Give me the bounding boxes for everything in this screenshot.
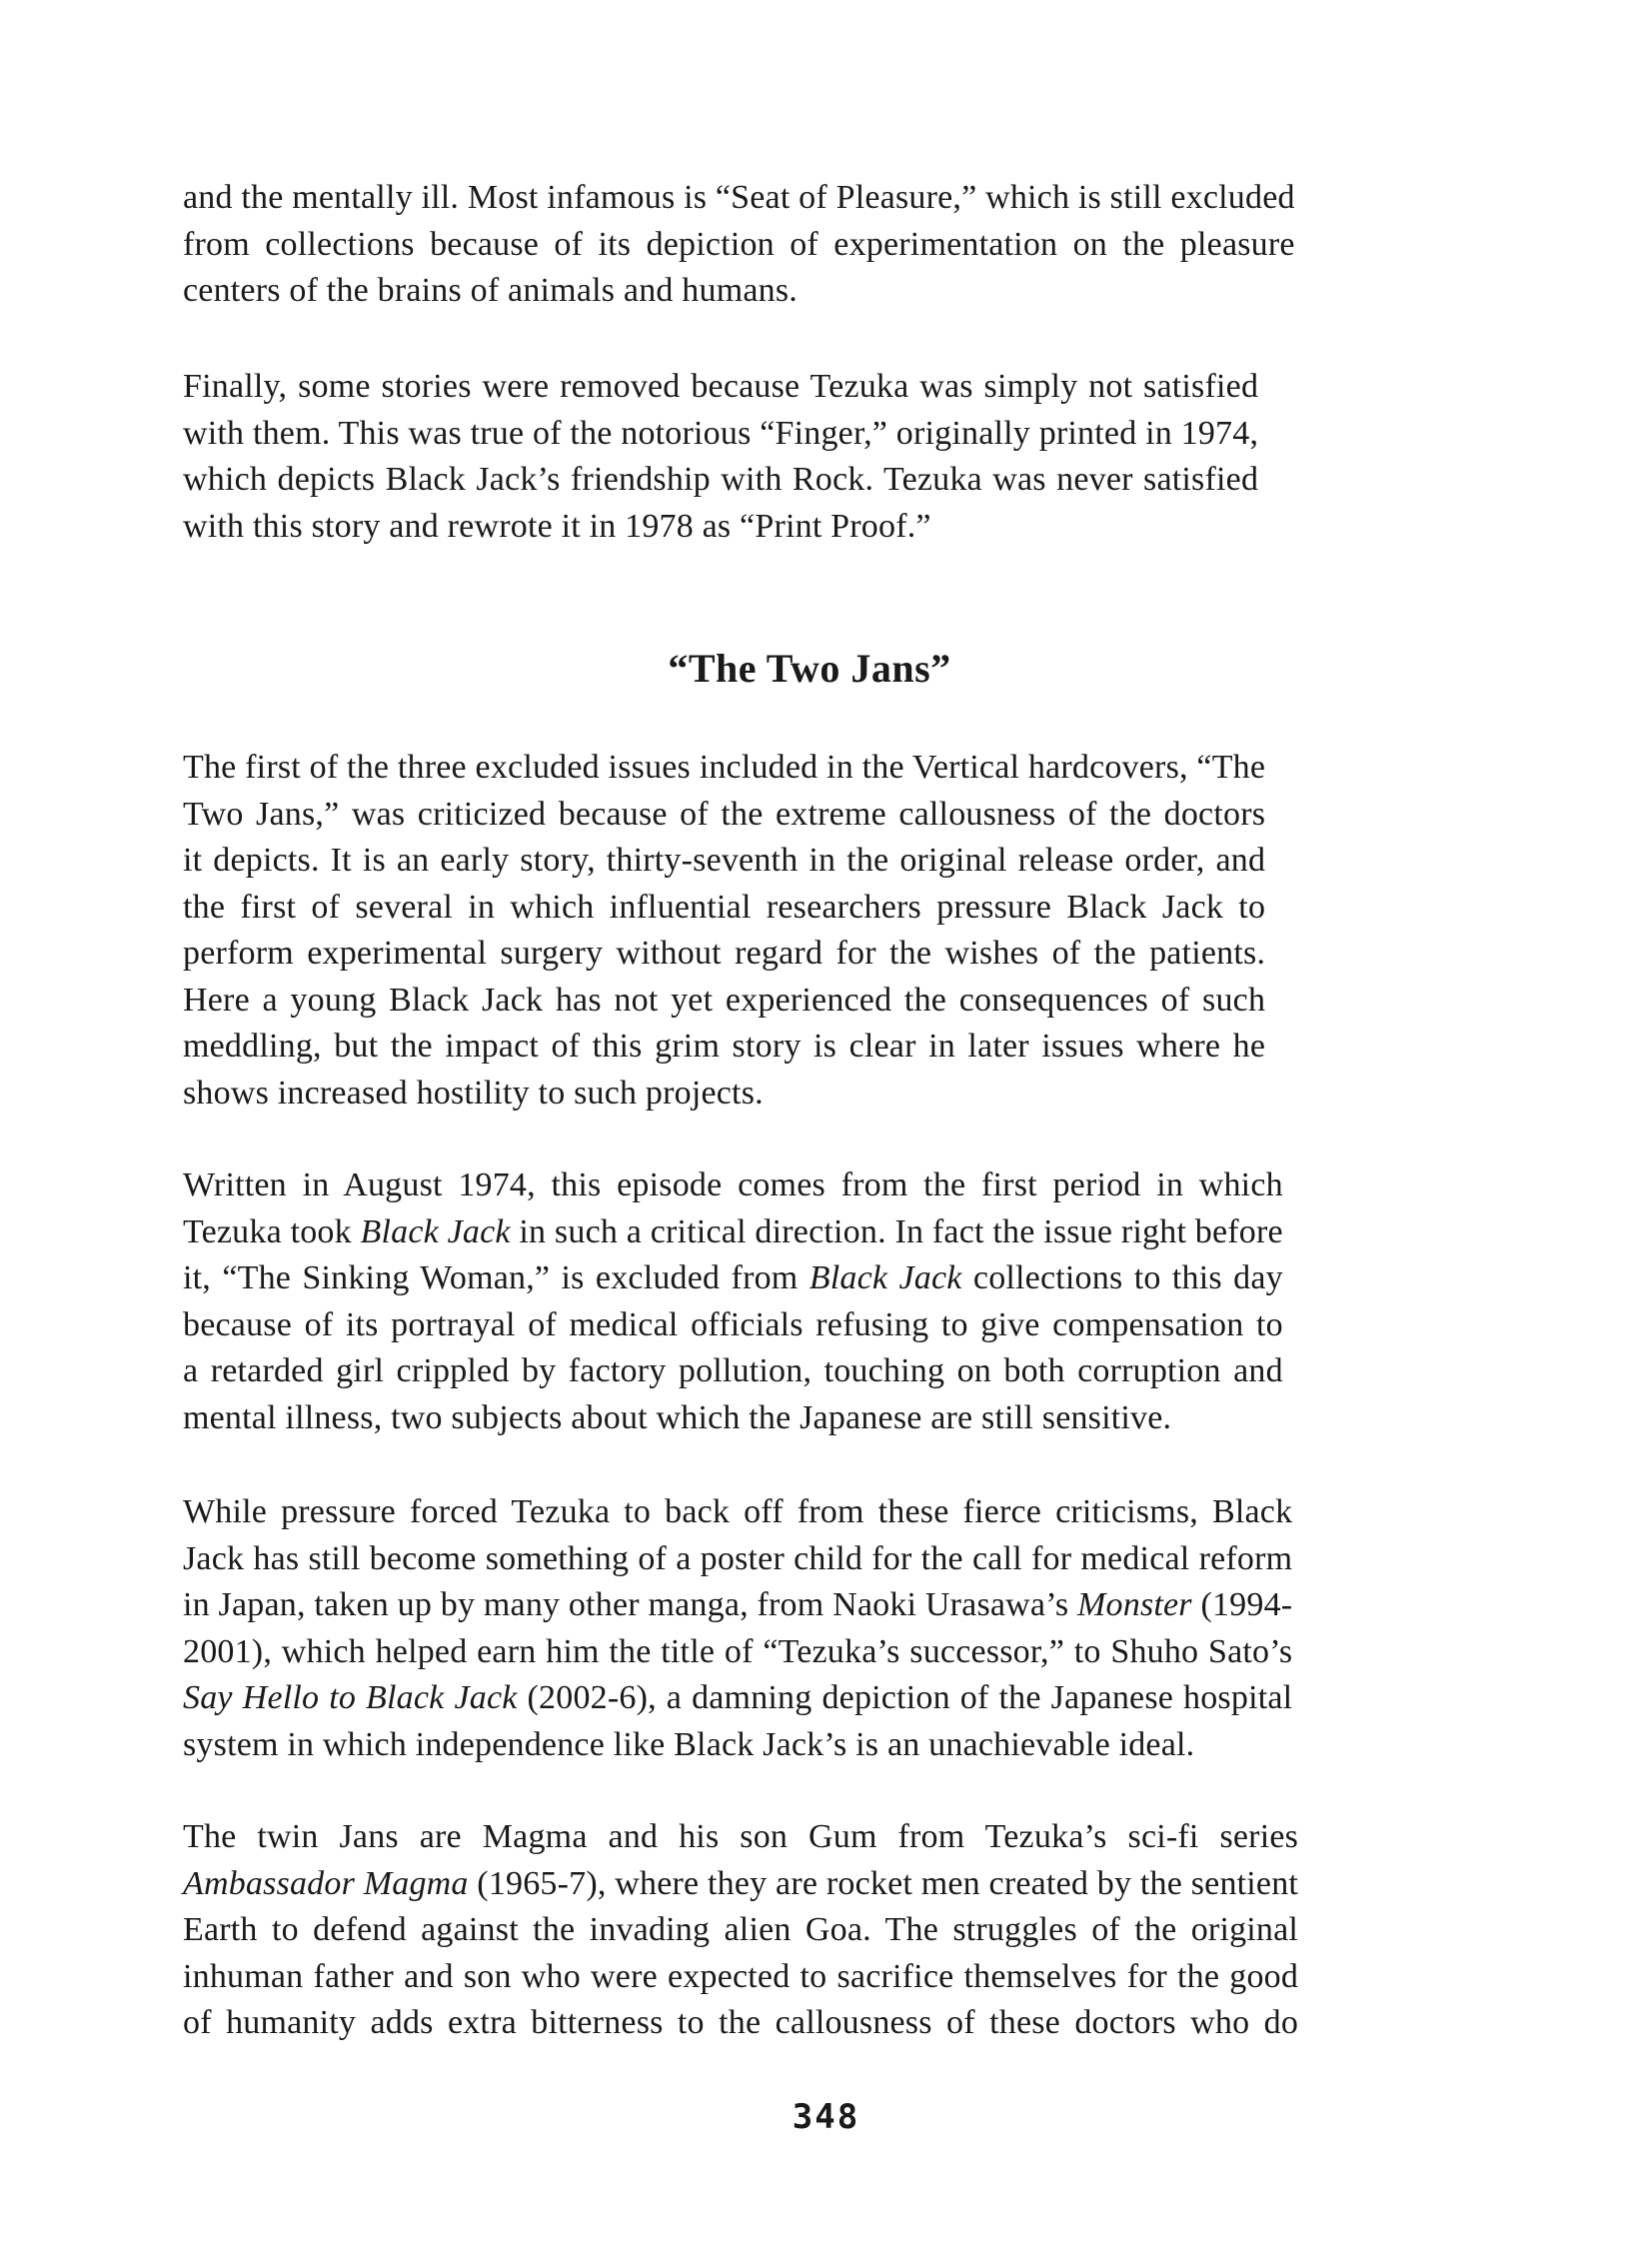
paragraph-line: a retarded girl crippled by factory pollution, touching on both corruption and: [183, 1352, 1283, 1389]
page-number: 348: [792, 2097, 860, 2137]
paragraph-line: [183, 1582, 1292, 1629]
paragraph-line: Finally, some stories were removed because Tezuka was simply not satisfied: [183, 368, 1259, 405]
paragraph-line: because of its portrayal of medical officials refusing to give compensation to: [183, 1305, 1283, 1343]
line-text: in Japan, taken up by many other manga, from Naoki Urasawa’s: [183, 1586, 1078, 1623]
paragraph-line: The first of the three excluded issues included in the Vertical hardcovers, “The: [183, 749, 1266, 786]
paragraph-3: [183, 745, 1265, 1117]
paragraph-line: with them. This was true of the notorious “Finger,” originally printed in 1974,: [183, 414, 1259, 452]
line-text: (2002-6), a damning depiction of the Japanese hospital: [517, 1679, 1293, 1716]
line-text: collections to this day: [961, 1259, 1283, 1296]
work-title: Black Jack: [809, 1259, 962, 1296]
paragraph-4: [183, 1162, 1283, 1441]
paragraph-line: [183, 1255, 1283, 1302]
paragraph-line: Jack has still become something of a poster child for the call for medical reform: [183, 1539, 1293, 1577]
paragraph-2: [183, 364, 1258, 550]
paragraph-line: centers of the brains of animals and humans.: [183, 272, 798, 309]
paragraph-line: inhuman father and son who were expected to sacrifice themselves for the good: [183, 1957, 1299, 1995]
paragraph-5: [183, 1489, 1292, 1768]
paragraph-line: mental illness, two subjects about which the Japanese are still sensitive.: [183, 1398, 1172, 1436]
paragraph-line: perform experimental surgery without regard for the wishes of the patients.: [183, 935, 1266, 972]
paragraph-line: [183, 1675, 1292, 1722]
paragraph-line: of humanity adds extra bitterness to the callousness of these doctors who do: [183, 2004, 1299, 2041]
paragraph-line: shows increased hostility to such projects.: [183, 1074, 764, 1112]
paragraph-line: and the mentally ill. Most infamous is “Seat of Pleasure,” which is still excluded: [183, 179, 1295, 216]
work-title: Monster: [1077, 1586, 1192, 1623]
paragraph-line: with this story and rewrote it in 1978 as “Print Proof.”: [183, 507, 931, 545]
paragraph-line: system in which independence like Black Jack’s is an unachievable ideal.: [183, 1725, 1195, 1763]
paragraph-line: which depicts Black Jack’s friendship with Rock. Tezuka was never satisfied: [183, 461, 1259, 498]
work-title: Say Hello to Black Jack: [183, 1679, 518, 1716]
line-text: (1994-: [1191, 1586, 1293, 1623]
work-title: Black Jack: [360, 1212, 511, 1250]
paragraph-line: the first of several in which influential researchers pressure Black Jack to: [183, 888, 1266, 926]
paragraph-line: meddling, but the impact of this grim story is clear in later issues where he: [183, 1028, 1266, 1065]
paragraph-1: [183, 175, 1295, 315]
line-text: it, “The Sinking Woman,” is excluded from: [183, 1259, 810, 1296]
paragraph-line: While pressure forced Tezuka to back off from these fierce criticisms, Black: [183, 1493, 1293, 1530]
section-heading: “The Two Jans”: [668, 646, 951, 691]
paragraph-line: Here a young Black Jack has not yet experienced the consequences of such: [183, 981, 1266, 1019]
paragraph-line: 2001), which helped earn him the title of “Tezuka’s successor,” to Shuho Sato’s: [183, 1632, 1293, 1670]
paragraph-line: Two Jans,” was criticized because of the extreme callousness of the doctors: [183, 795, 1266, 833]
line-text: Tezuka took: [183, 1212, 361, 1250]
paragraph-6: [183, 1814, 1298, 2047]
paragraph-line: it depicts. It is an early story, thirty-seventh in the original release order, and: [183, 842, 1266, 879]
line-text: (1965-7), where they are rocket men created by the sentient: [468, 1864, 1299, 1902]
paragraph-line: [183, 1861, 1298, 1908]
work-title: Ambassador Magma: [183, 1864, 469, 1902]
paragraph-line: Written in August 1974, this episode comes from the first period in which: [183, 1166, 1283, 1203]
line-text: in such a critical direction. In fact the issue right before: [510, 1212, 1283, 1250]
paragraph-line: The twin Jans are Magma and his son Gum from Tezuka’s sci-fi series: [183, 1818, 1299, 1855]
paragraph-line: Earth to defend against the invading alien Goa. The struggles of the original: [183, 1911, 1299, 1948]
paragraph-line: [183, 1209, 1283, 1256]
paragraph-line: from collections because of its depiction of experimentation on the pleasure: [183, 225, 1295, 263]
